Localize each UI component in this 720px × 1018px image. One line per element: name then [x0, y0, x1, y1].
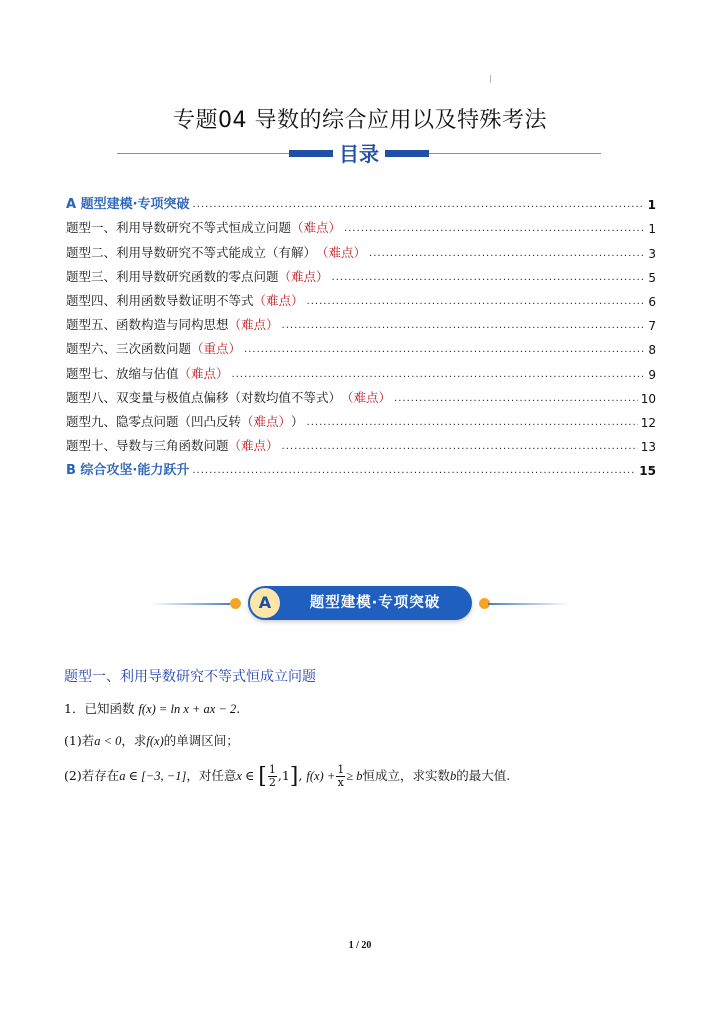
- toc-entry[interactable]: [66, 430, 656, 454]
- toc-leader: [369, 247, 645, 261]
- toc-entry-label: B 综合攻坚·能力跃升: [66, 463, 190, 479]
- toc-entry-tag: （重点）: [191, 341, 242, 357]
- toc-leader: [192, 464, 636, 478]
- bracket-left: [: [258, 764, 267, 789]
- problem-text: ，对任意: [186, 768, 237, 783]
- toc-leader: [307, 416, 638, 430]
- toc-heading-line-right: [429, 153, 601, 154]
- toc-entry-page: 15: [639, 464, 656, 479]
- toc-entry-label: 题型十、导数与三角函数问题: [66, 438, 229, 454]
- toc-heading: [117, 138, 601, 168]
- problem-text: 的最大值.: [456, 768, 511, 783]
- toc-entry-tag: （难点）: [341, 389, 392, 405]
- problem-formula: ,1: [277, 768, 290, 783]
- problem-formula: f(x) +: [306, 769, 336, 783]
- toc-entry-tag: （难点）: [178, 365, 229, 381]
- toc-entry-label: 题型三、利用导数研究函数的零点问题: [66, 268, 279, 284]
- toc-entry-page: 1: [647, 198, 656, 213]
- toc-entry[interactable]: [66, 188, 656, 212]
- problem-part-2: (2)若存在a ∈ [−3, −1]，对任意x ∈ [ $\frac{1}{2}$ ,1], f(x) + $\frac{1}{x}$ ≥ b恒成立，求实数b的最大值.: [64, 763, 511, 789]
- toc-entry-tag: （难点）: [228, 438, 279, 454]
- toc-heading-text: 目录: [339, 142, 379, 166]
- problem-formula: b: [450, 769, 457, 783]
- problem-formula: a < 0: [94, 734, 122, 748]
- toc-heading-bar-right: [385, 150, 429, 157]
- toc-entry-label: 题型四、利用函数导数证明不等式: [66, 292, 254, 308]
- toc-entry-tag: （难点）: [241, 413, 292, 429]
- toc-entry-label: A 题型建模·专项突破: [66, 197, 190, 213]
- banner-text: 题型建模·专项突破: [309, 595, 441, 611]
- fraction-denominator: 2: [268, 776, 276, 789]
- toc-entry-tag: （难点）: [278, 268, 329, 284]
- toc-leader: [232, 368, 646, 382]
- section-banner: [150, 586, 570, 622]
- toc-entry-tag: （难点）: [291, 220, 342, 236]
- banner-dot-left: [230, 598, 241, 609]
- toc-leader: [344, 222, 645, 236]
- problem-text: (2)若存在: [64, 768, 120, 783]
- toc-entry-label: 题型五、函数构造与同构思想: [66, 317, 229, 333]
- toc-leader: [282, 440, 638, 454]
- toc-entry-page: 9: [648, 367, 656, 382]
- toc-leader: [332, 271, 646, 285]
- problem-formula: f(x) = ln x + ax − 2: [138, 702, 237, 716]
- toc-entry[interactable]: [66, 309, 656, 333]
- fraction-denominator: x: [337, 776, 344, 789]
- fraction: [336, 764, 345, 789]
- banner-pill: [248, 586, 472, 620]
- toc-entry[interactable]: [66, 406, 656, 430]
- problem-formula: f(x): [146, 734, 164, 748]
- toc-entry-label: 题型一、利用导数研究不等式恒成立问题: [66, 220, 292, 236]
- problem-formula: ≥ b: [346, 769, 363, 783]
- toc-leader: [193, 198, 645, 212]
- toc-leader: [244, 343, 645, 357]
- toc-entry-page: 12: [640, 415, 656, 430]
- toc-entry-label: 题型八、双变量与极值点偏移（对数均值不等式）: [66, 389, 342, 405]
- toc-entry-page: 6: [648, 294, 656, 309]
- toc-entry-page: 8: [648, 343, 656, 358]
- fraction-numerator: 1: [337, 763, 345, 776]
- toc-entry-page: 3: [648, 246, 656, 261]
- page-number: 1 / 20: [348, 940, 372, 951]
- toc-entry-tag: （难点）: [228, 317, 279, 333]
- problem-text: ，求: [121, 733, 147, 748]
- toc-heading-bar-left: [289, 150, 333, 157]
- problem-text: 的单调区间；: [163, 733, 239, 748]
- toc-entry-tag: （难点）: [316, 244, 367, 260]
- toc-entry-label: 题型六、三次函数问题: [66, 341, 192, 357]
- toc-entry-page: 10: [640, 391, 656, 406]
- toc-entry-label: 题型二、利用导数研究不等式能成立（有解）: [66, 244, 317, 260]
- fraction: [268, 764, 277, 789]
- toc-entry[interactable]: [66, 382, 656, 406]
- problem-text: (1)若: [64, 733, 95, 748]
- toc-entry[interactable]: [66, 212, 656, 236]
- fraction-numerator: 1: [268, 763, 276, 776]
- toc-entry-page: 13: [640, 440, 656, 455]
- toc-entry-label-tail: ）: [291, 413, 304, 429]
- problem-text: 恒成立，求实数: [362, 768, 451, 783]
- problem-part-1: [64, 731, 239, 749]
- problem-text: .: [236, 701, 241, 716]
- banner-letter: A: [250, 588, 280, 618]
- banner-line-right: [488, 603, 570, 605]
- toc-entry[interactable]: [66, 333, 656, 357]
- table-of-contents: [66, 188, 656, 478]
- header-mark: |: [489, 74, 492, 83]
- toc-entry[interactable]: [66, 261, 656, 285]
- page-title: 专题04 导数的综合应用以及特殊考法: [173, 107, 547, 133]
- toc-entry-page: 1: [648, 222, 656, 237]
- problem-text: 1．已知函数: [64, 701, 135, 716]
- toc-entry-label: 题型七、放缩与估值: [66, 365, 179, 381]
- toc-heading-line-left: [117, 153, 289, 154]
- toc-entry-page: 7: [648, 319, 656, 334]
- toc-entry[interactable]: [66, 236, 656, 260]
- toc-entry-tag: （难点）: [253, 292, 304, 308]
- problem-formula: x ∈: [236, 769, 255, 783]
- section-title: 题型一、利用导数研究不等式恒成立问题: [64, 669, 316, 685]
- toc-entry-page: 5: [648, 270, 656, 285]
- banner-line-left: [150, 603, 232, 605]
- bracket-right: ]: [289, 764, 299, 789]
- toc-leader: [282, 319, 646, 333]
- toc-entry-label: 题型九、隐零点问题（凹凸反转: [66, 413, 242, 429]
- problem-statement: [64, 699, 240, 717]
- toc-entry[interactable]: [66, 357, 656, 381]
- toc-entry[interactable]: [66, 454, 656, 478]
- toc-leader: [307, 295, 646, 309]
- toc-entry[interactable]: [66, 285, 656, 309]
- toc-leader: [394, 392, 638, 406]
- problem-formula: a ∈ [−3, −1]: [119, 769, 187, 783]
